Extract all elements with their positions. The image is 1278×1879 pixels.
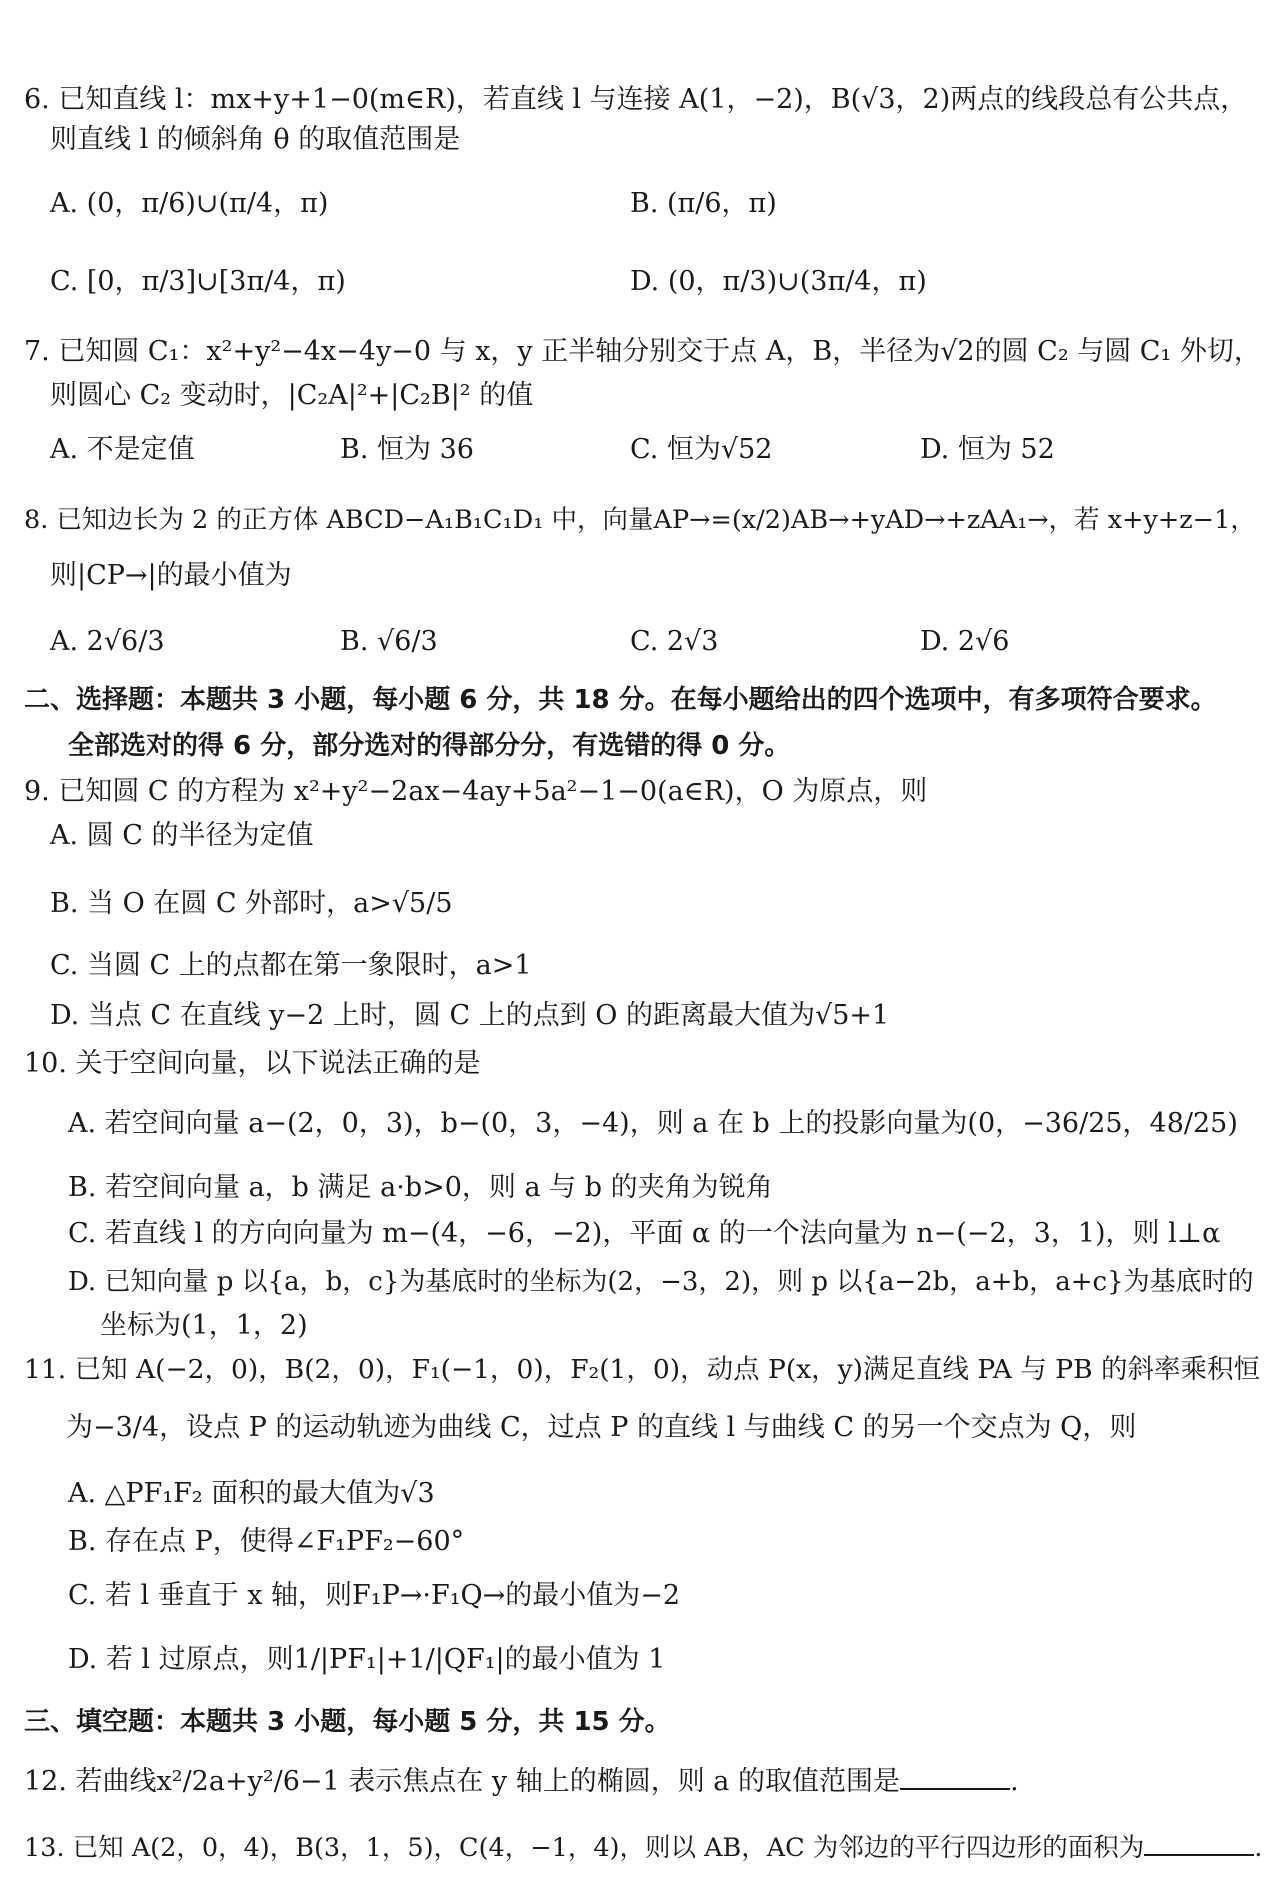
q6-stem-line2: 则直线 l 的倾斜角 θ 的取值范围是	[50, 124, 461, 155]
q6-option-d: D. (0，π/3)∪(3π/4，π)	[630, 266, 927, 297]
q10-option-b: B. 若空间向量 a，b 满足 a·b>0，则 a 与 b 的夹角为锐角	[68, 1172, 773, 1203]
q8-option-b: B. √6/3	[340, 626, 438, 657]
q12-text: 12. 若曲线x²/2a+y²/6−1 表示焦点在 y 轴上的椭圆，则 a 的取值范围是	[24, 1766, 900, 1797]
q11-option-d: D. 若 l 过原点，则1/|PF₁|+1/|QF₁|的最小值为 1	[68, 1644, 666, 1675]
q6-option-a: A. (0，π/6)∪(π/4，π)	[50, 188, 329, 219]
q10-option-d: D. 已知向量 p 以{a，b，c}为基底时的坐标为(2，−3，2)，则 p 以{a−2b，a+b，a+c}为基底时的	[68, 1267, 1254, 1297]
q12-stem	[24, 1762, 1019, 1802]
q13-end: .	[1254, 1833, 1263, 1863]
q10-option-d-continued: 坐标为(1，1，2)	[100, 1310, 308, 1341]
q9-option-a: A. 圆 C 的半径为定值	[50, 820, 314, 851]
q12-answer-blank[interactable]	[900, 1762, 1010, 1790]
q8-stem-line2: 则|CP→|的最小值为	[50, 560, 292, 591]
q11-option-a: A. △PF₁F₂ 面积的最大值为√3	[68, 1478, 435, 1509]
q9-option-d: D. 当点 C 在直线 y−2 上时，圆 C 上的点到 O 的距离最大值为√5+1	[50, 1000, 890, 1031]
q9-stem: 9. 已知圆 C 的方程为 x²+y²−2ax−4ay+5a²−1−0(a∈R)，O 为原点，则	[24, 776, 928, 807]
q7-stem-line1: 7. 已知圆 C₁：x²+y²−4x−4y−0 与 x，y 正半轴分别交于点 A，B，半径为√2的圆 C₂ 与圆 C₁ 外切，	[24, 336, 1261, 367]
q7-option-a: A. 不是定值	[50, 434, 195, 465]
section2-heading: 二、选择题：本题共 3 小题，每小题 6 分，共 18 分。在每小题给出的四个选项中，有多项符合要求。	[24, 685, 1217, 715]
q7-option-c: C. 恒为√52	[630, 434, 773, 465]
q8-stem-line1: 8. 已知边长为 2 的正方体 ABCD−A₁B₁C₁D₁ 中，向量AP→=(x/2)AB→+yAD→+zAA₁→，若 x+y+z−1，	[24, 505, 1256, 535]
q13-text: 13. 已知 A(2，0，4)，B(3，1，5)，C(4，−1，4)，则以 AB，AC 为邻边的平行四边形的面积为	[24, 1833, 1145, 1863]
q13-stem	[24, 1828, 1262, 1868]
q9-option-b: B. 当 O 在圆 C 外部时，a>√5/5	[50, 888, 453, 919]
q10-stem: 10. 关于空间向量，以下说法正确的是	[24, 1048, 481, 1079]
q13-answer-blank[interactable]	[1144, 1828, 1254, 1856]
q10-option-a: A. 若空间向量 a−(2，0，3)，b−(0，3，−4)，则 a 在 b 上的投影向量为(0，−36/25，48/25)	[68, 1108, 1238, 1139]
q7-option-d: D. 恒为 52	[920, 434, 1055, 465]
q6-stem-line1: 6. 已知直线 l：mx+y+1−0(m∈R)，若直线 l 与连接 A(1，−2)，B(√3，2)两点的线段总有公共点，	[24, 84, 1248, 115]
q8-option-d: D. 2√6	[920, 626, 1010, 657]
q6-option-b: B. (π/6，π)	[630, 188, 777, 219]
q7-stem-line2: 则圆心 C₂ 变动时，|C₂A|²+|C₂B|² 的值	[50, 380, 534, 411]
q11-stem-line1: 11. 已知 A(−2，0)，B(2，0)，F₁(−1，0)，F₂(1，0)，动点 P(x，y)满足直线 PA 与 PB 的斜率乘积恒	[24, 1354, 1261, 1385]
section3-heading: 三、填空题：本题共 3 小题，每小题 5 分，共 15 分。	[24, 1707, 671, 1737]
q8-option-c: C. 2√3	[630, 626, 719, 657]
section2-note: 全部选对的得 6 分，部分选对的得部分分，有选错的得 0 分。	[68, 731, 791, 761]
q7-option-b: B. 恒为 36	[340, 434, 474, 465]
q11-stem-line2: 为−3/4，设点 P 的运动轨迹为曲线 C，过点 P 的直线 l 与曲线 C 的另一个交点为 Q，则	[66, 1412, 1137, 1443]
q11-option-c: C. 若 l 垂直于 x 轴，则F₁P→·F₁Q→的最小值为−2	[68, 1580, 681, 1611]
q12-end: .	[1009, 1766, 1019, 1797]
q11-option-b: B. 存在点 P，使得∠F₁PF₂−60°	[68, 1526, 465, 1557]
q8-option-a: A. 2√6/3	[50, 626, 165, 657]
q6-option-c: C. [0，π/3]∪[3π/4，π)	[50, 266, 346, 297]
q10-option-c: C. 若直线 l 的方向向量为 m−(4，−6，−2)，平面 α 的一个法向量为 n−(−2，3，1)，则 l⊥α	[68, 1218, 1221, 1249]
q9-option-c: C. 当圆 C 上的点都在第一象限时，a>1	[50, 950, 532, 981]
